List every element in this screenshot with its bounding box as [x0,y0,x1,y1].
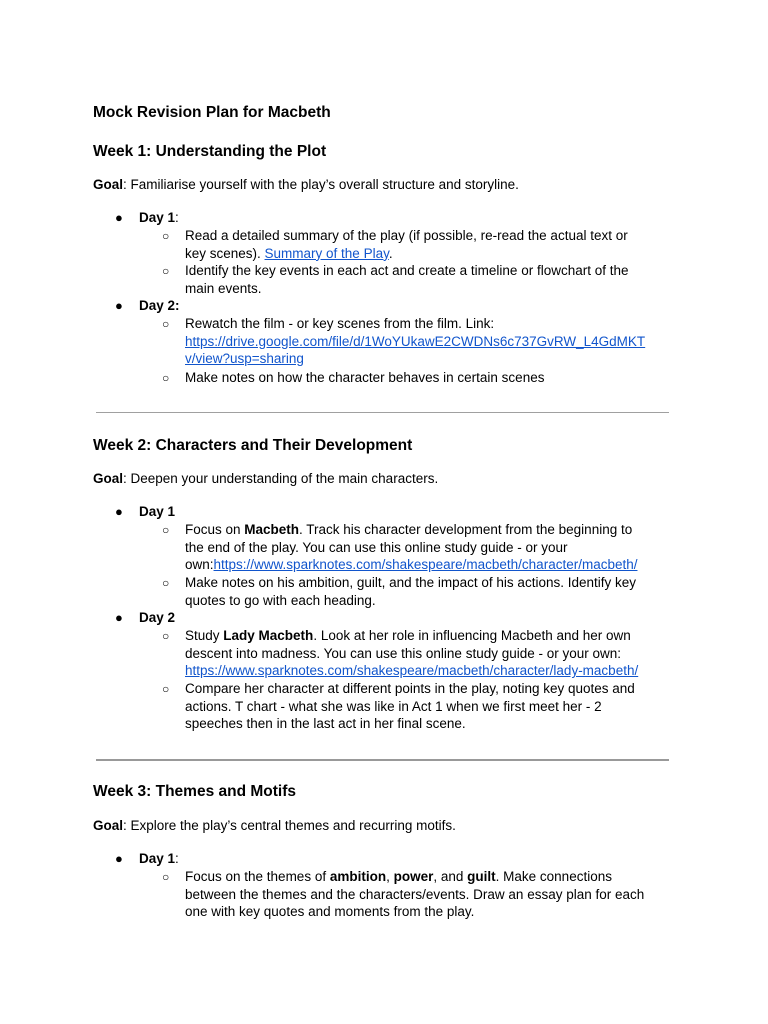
week1-goal [93,177,519,192]
week3-heading: Week 3: Themes and Motifs [93,783,296,800]
hollow-bullet-icon: ○ [162,576,170,590]
day-label: Day 1 [139,504,176,519]
bullet-icon: ● [115,504,123,519]
hollow-bullet-icon: ○ [162,682,170,696]
goal-text: : Familiarise yourself with the play’s overall structure and storyline. [123,177,519,192]
hollow-bullet-icon: ○ [162,523,170,537]
hollow-bullet-icon: ○ [162,317,170,331]
bullet-icon: ● [115,210,123,225]
goal-label: Goal [93,818,124,833]
goal-text: : Deepen your understanding of the main characters. [123,471,439,486]
bullet-icon: ● [115,851,123,866]
week2-goal [93,471,438,486]
goal-text: : Explore the play’s central themes and recurring motifs. [123,818,456,833]
bullet-icon: ● [115,610,123,625]
goal-label: Goal [93,471,124,486]
horizontal-divider [96,412,669,413]
document-title: Mock Revision Plan for Macbeth [93,104,331,121]
film-link-continued[interactable]: v/view?usp=sharing [185,351,304,367]
goal-label: Goal [93,177,124,192]
film-link[interactable]: https://drive.google.com/file/d/1WoYUkawE2CWDNs6c737GvRW_L4GdMKT [185,333,646,349]
week2-heading: Week 2: Characters and Their Development [93,437,413,454]
day-label: Day 1 [139,210,176,225]
week1-heading: Week 1: Understanding the Plot [93,143,327,160]
hollow-bullet-icon: ○ [162,629,170,643]
horizontal-divider [96,759,669,761]
hollow-bullet-icon: ○ [162,870,170,884]
week3-goal [93,818,456,833]
hollow-bullet-icon: ○ [162,371,170,385]
day-label: Day 2 [139,610,176,625]
sparknotes-lady-macbeth-link[interactable]: https://www.sparknotes.com/shakespeare/macbeth/character/lady-macbeth/ [185,663,639,679]
sparknotes-macbeth-link[interactable]: https://www.sparknotes.com/shakespeare/macbeth/character/macbeth/ [213,557,638,573]
hollow-bullet-icon: ○ [162,229,170,243]
summary-link[interactable]: Summary of the Play [264,245,389,261]
day-label: Day 1 [139,851,176,866]
bullet-icon: ● [115,298,123,313]
hollow-bullet-icon: ○ [162,264,170,278]
day-label: Day 2: [139,298,180,313]
